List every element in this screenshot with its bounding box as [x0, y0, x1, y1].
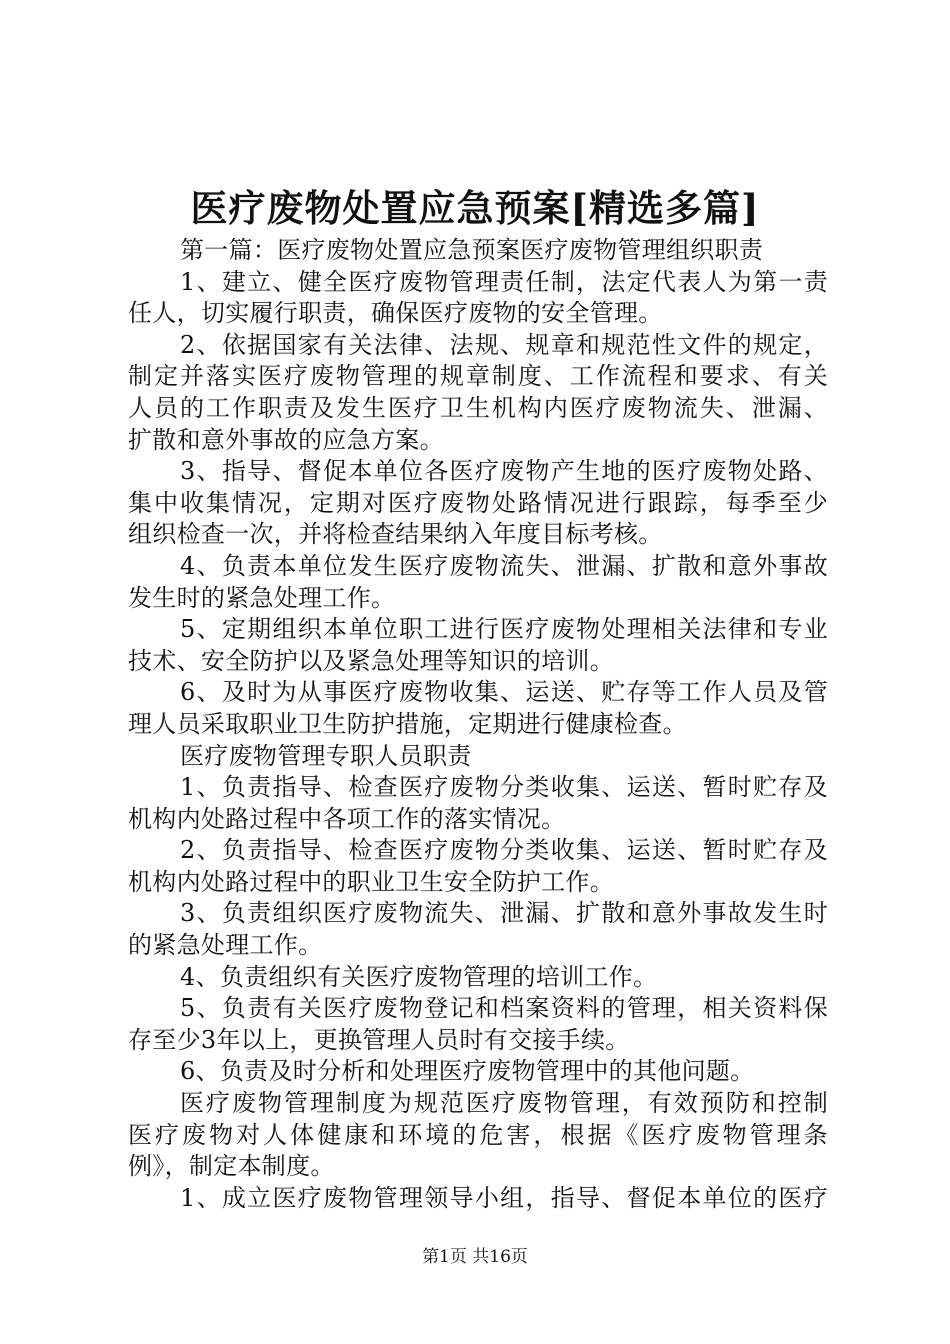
- text-line: 医疗废物管理专职人员职责: [180, 741, 472, 770]
- text-line: 集中收集情况，定期对医疗废物处路情况进行跟踪，每季至少: [128, 488, 828, 517]
- text-line: 2、依据国家有关法律、法规、规章和规范性文件的规定，: [180, 330, 828, 359]
- text-line: 人员的工作职责及发生医疗卫生机构内医疗废物流失、泄漏、: [128, 393, 828, 422]
- text-line: 6、及时为从事医疗废物收集、运送、贮存等工作人员及管: [180, 678, 828, 707]
- text-line: 3、指导、督促本单位各医疗废物产生地的医疗废物处路、: [180, 457, 828, 486]
- text-line: 4、负责组织有关医疗废物管理的培训工作。: [180, 962, 658, 991]
- text-line: 理人员采取职业卫生防护措施，定期进行健康检查。: [128, 709, 687, 738]
- text-line: 制定并落实医疗废物管理的规章制度、工作流程和要求、有关: [128, 362, 828, 391]
- text-line: 医疗废物管理制度为规范医疗废物管理，有效预防和控制: [180, 1089, 828, 1118]
- text-line: 2、负责指导、检查医疗废物分类收集、运送、暂时贮存及: [180, 836, 828, 865]
- document-title: 医疗废物处置应急预案[精选多篇]: [190, 186, 760, 230]
- text-line: 5、定期组织本单位职工进行医疗废物处理相关法律和专业: [180, 615, 828, 644]
- text-line: 4、负责本单位发生医疗废物流失、泄漏、扩散和意外事故: [180, 551, 828, 580]
- text-line: 1、建立、健全医疗废物管理责任制，法定代表人为第一责: [180, 267, 828, 296]
- text-line: 技术、安全防护以及紧急处理等知识的培训。: [128, 646, 614, 675]
- text-line: 的紧急处理工作。: [128, 931, 323, 960]
- page-footer: 第1页 共16页: [422, 1247, 528, 1267]
- text-line: 扩散和意外事故的应急方案。: [128, 425, 444, 454]
- text-line: 3、负责组织医疗废物流失、泄漏、扩散和意外事故发生时: [180, 899, 828, 928]
- text-line: 存至少3年以上，更换管理人员时有交接手续。: [128, 1025, 630, 1054]
- document-body: [128, 235, 828, 1214]
- text-line: 6、负责及时分析和处理医疗废物管理中的其他问题。: [180, 1057, 755, 1086]
- text-line: 机构内处路过程中各项工作的落实情况。: [128, 804, 566, 833]
- text-line: 医疗废物对人体健康和环境的危害，根据《医疗废物管理条: [128, 1120, 828, 1149]
- text-line: 5、负责有关医疗废物登记和档案资料的管理，相关资料保: [180, 994, 828, 1023]
- text-line: 1、成立医疗废物管理领导小组，指导、督促本单位的医疗: [180, 1183, 828, 1212]
- text-line: 第一篇：医疗废物处置应急预案医疗废物管理组织职责: [180, 236, 764, 264]
- text-line: 组织检查一次，并将检查结果纳入年度目标考核。: [128, 520, 663, 549]
- text-line: 发生时的紧急处理工作。: [128, 583, 396, 612]
- text-line: 例》，制定本制度。: [128, 1152, 335, 1181]
- text-line: 1、负责指导、检查医疗废物分类收集、运送、暂时贮存及: [180, 773, 828, 802]
- text-line: 任人，切实履行职责，确保医疗废物的安全管理。: [128, 299, 663, 328]
- text-line: 机构内处路过程中的职业卫生安全防护工作。: [128, 867, 614, 896]
